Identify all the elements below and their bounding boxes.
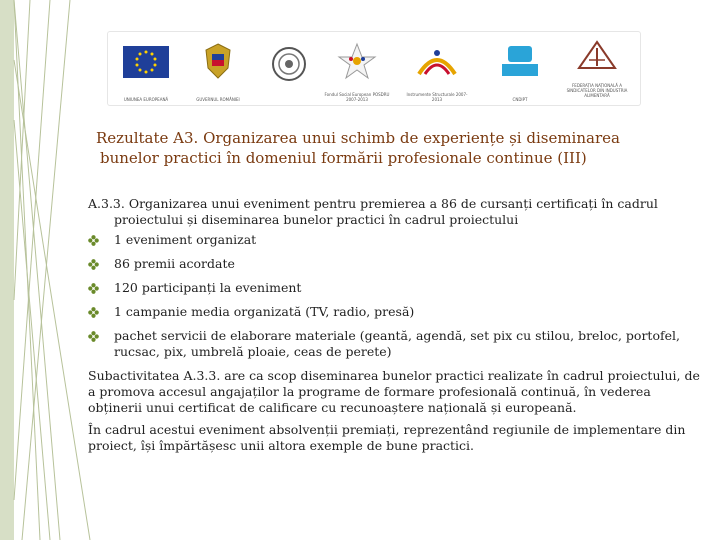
list-item-text: 1 eveniment organizat xyxy=(114,232,257,247)
cndipt-icon xyxy=(500,44,540,78)
list-item-text: 1 campanie media organizată (TV, radio, presă) xyxy=(114,304,415,319)
results-list xyxy=(88,232,708,360)
list-item-text: 120 participanți la eveniment xyxy=(114,280,302,295)
instrumente-logo xyxy=(404,38,470,102)
diamond-bullet-icon xyxy=(88,259,99,270)
list-item-text: 86 premii acordate xyxy=(114,256,235,271)
paragraph-line: În cadrul acestui eveniment absolvenții premiați, reprezentând regiunile de implementare din xyxy=(88,422,686,437)
list-item xyxy=(88,232,708,248)
slide-content xyxy=(88,196,708,460)
logo-caption: Fondul Social European POSDRU 2007-2013 xyxy=(324,92,390,102)
paragraph-event xyxy=(88,422,708,454)
diamond-bullet-icon xyxy=(88,235,99,246)
ministry-seal-logo xyxy=(266,38,312,102)
coat-of-arms-icon xyxy=(203,42,233,80)
paragraph-purpose xyxy=(88,368,708,416)
seal-icon xyxy=(271,46,307,82)
paragraph-line: proiect, își împărtășesc unii altora exemple de bune practici. xyxy=(88,438,475,453)
title-line-2: bunelor practici în domeniul formării profesionale continue (III) xyxy=(100,149,587,167)
diamond-bullet-icon xyxy=(88,331,99,342)
logo-band xyxy=(108,32,640,105)
logo-caption: UNIUNEA EUROPEANĂ xyxy=(123,97,169,102)
eu-flag-icon xyxy=(123,46,169,78)
paragraph-line: obținerii unui certificat de calificare cu recunoaștere națională și europeană. xyxy=(88,400,577,415)
logo-caption: FEDERAȚIA NAȚIONALĂ A SINDICATELOR DIN INDUSTRIA ALIMENTARĂ xyxy=(566,83,628,98)
eu-flag-logo xyxy=(120,38,172,102)
logo-caption: Instrumente Structurale 2007-2013 xyxy=(406,92,468,102)
list-item xyxy=(88,304,708,320)
federation-logo xyxy=(560,38,634,102)
triangle-emblem-icon xyxy=(577,40,617,70)
list-item xyxy=(88,280,708,296)
title-line-1: Rezultate A3. Organizarea unui schimb de experiențe și diseminarea xyxy=(96,129,620,147)
list-item xyxy=(88,256,708,272)
list-item-text-line-2: rucsac, pix, umbrelă ploaie, ceas de perete) xyxy=(114,344,392,359)
fse-logo xyxy=(324,38,390,102)
subactivity-line-2: proiectului și diseminarea bunelor practici în cadrul proiectului xyxy=(114,212,519,227)
ro-coat-of-arms-logo xyxy=(188,38,248,102)
instrumente-icon xyxy=(415,44,459,80)
list-item xyxy=(88,328,708,360)
star-icon xyxy=(337,42,377,80)
subactivity-line-1: A.3.3. Organizarea unui eveniment pentru premierea a 86 de cursanți certificați în cadrul xyxy=(88,196,658,211)
cndipt-logo xyxy=(494,38,546,102)
logo-caption: CNDIPT xyxy=(512,97,528,102)
diamond-bullet-icon xyxy=(88,307,99,318)
subactivity-heading xyxy=(88,196,708,228)
paragraph-line: Subactivitatea A.3.3. are ca scop diseminarea bunelor practici realizate în cadrul proiectului, de xyxy=(88,368,700,383)
logo-caption: GUVERNUL ROMÂNIEI xyxy=(196,97,240,102)
slide-title xyxy=(96,128,696,168)
list-item-text: pachet servicii de elaborare materiale (geantă, agendă, set pix cu stilou, breloc, portofel, xyxy=(114,328,680,343)
paragraph-line: a promova accesul angajaților la programe de formare profesională continuă, în vederea xyxy=(88,384,651,399)
diamond-bullet-icon xyxy=(88,283,99,294)
